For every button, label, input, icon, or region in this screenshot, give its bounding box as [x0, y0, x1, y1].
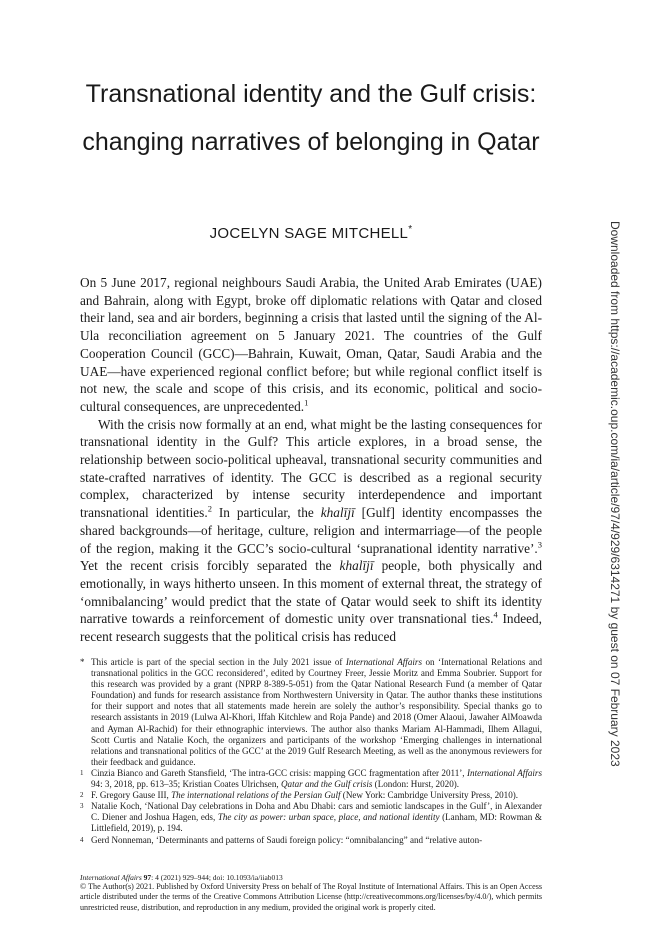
- footnote-mark: 4: [80, 835, 84, 844]
- khaliji-term-2: khalījī: [339, 558, 374, 574]
- paragraph-2-text-e: people, both physically and emotionally, in ways hitherto unseen. In this moment of external threat, the strategy of ‘omnibalancing’ would predict that the state of Qatar would seek to shift its identity narrative towards a reinforcement of domestic unity over transnational ties.: [80, 558, 542, 627]
- title-line-1: Transnational identity and the Gulf crisis:: [85, 80, 537, 108]
- footnote-mark: *: [80, 657, 85, 667]
- footnote-italic: International Affairs: [345, 657, 422, 667]
- footnote-italic: Qatar and the Gulf crisis: [280, 779, 373, 790]
- footnote-ref-2[interactable]: 2: [207, 503, 212, 514]
- footnote-text: 94: 3, 2018, pp. 613–35; Kristian Coates Ulrichsen,: [91, 779, 281, 790]
- footnote-text: on ‘International Relations and transnational politics in the GCC reconsidered’, edited by Courtney Freer, Jessie Moritz and Emma Soubrier. Support for this research was provided by a grant (NPRP 8-389-5-051) from the Qatar National Research Fund (a member of Qatar Foundation) and funds for research assistance from Northwestern University in Qatar. The author thanks these institutions for their support and notes that all statements made herein are solely the author’s responsibility. Special thanks go to research assistants in 2019 (Lulwa Al-Khori, Iffah Kitchlew and Roja Pande) and 2018 (Omer Alaoui, Jawaher AlMoawda and Ayman Al-Rachid) for their ethnographic interviews. The author also thanks Mariam Al-Hammadi, Ilhem Allagui, Scott Curtis and Natalie Koch, the organizers and participants of the workshop ‘Emerging challenges in international relations and transnational politics of the GCC’ at the 2019 Gulf Research Meeting, as well as the anonymous reviewers for their feedback and guidance.: [91, 657, 542, 767]
- footnote-text: (London: Hurst, 2020).: [372, 779, 460, 790]
- paragraph-2-text-b: In particular, the: [211, 505, 321, 521]
- journal-volume: 97: [141, 873, 152, 882]
- footnote-text: F. Gregory Gause III,: [91, 790, 172, 801]
- paragraph-2: [80, 416, 542, 646]
- author-footnote-mark[interactable]: *: [408, 224, 413, 235]
- footnote-text: Cinzia Bianco and Gareth Stansfield, ‘The intra-GCC crisis: mapping GCC fragmentation after 2011’,: [91, 767, 467, 778]
- footnote-text: (New York: Cambridge University Press, 2010).: [340, 790, 519, 801]
- footnote-1: [80, 768, 542, 790]
- author-name: JOCELYN SAGE MITCHELL: [209, 225, 409, 242]
- footnote-mark: 1: [80, 768, 84, 777]
- footnote-ref-3[interactable]: 3: [537, 539, 542, 550]
- journal-issue-doi: : 4 (2021) 929–944; doi: 10.1093/ia/iiab013: [151, 873, 283, 882]
- article-title: [60, 70, 562, 166]
- paragraph-2-text-a: With the crisis now formally at an end, what might be the lasting consequences for transnational identity in the Gulf? This article explores, in a broad sense, the relationship between socio-political upheaval, transnational security communities and state-crafted narratives of identity. The GCC is described as a regional security complex, characterized by intense security interdependence and important transnational identities.: [80, 416, 542, 521]
- paragraph-1: [80, 274, 542, 416]
- footnote-italic: International Affairs: [467, 767, 542, 778]
- author-byline: [80, 224, 542, 242]
- footnote-star: [80, 657, 542, 768]
- footnote-4: [80, 835, 542, 846]
- paragraph-2-text-d: Yet the recent crisis forcibly separated the: [80, 558, 340, 574]
- footnote-3: [80, 801, 542, 834]
- paragraph-2-text-c: [Gulf] identity encompasses the shared backgrounds—of heritage, culture, religion and intermarriage—of the people of the region, making it the GCC’s socio-cultural ‘supranational identity narrative’.: [80, 505, 542, 556]
- footnote-mark: 3: [80, 802, 84, 811]
- journal-name: International Affairs: [80, 873, 142, 882]
- footnotes: [80, 657, 542, 846]
- footnote-ref-1[interactable]: 1: [304, 397, 309, 408]
- footnote-ref-4[interactable]: 4: [493, 609, 498, 620]
- footnote-text: Gerd Nonneman, ‘Determinants and patterns of Saudi foreign policy: “omnibalancing” and “relative auton-: [91, 834, 483, 845]
- khaliji-term: khalījī: [320, 505, 355, 521]
- footnote-text: This article is part of the special section in the July 2021 issue of: [91, 657, 346, 667]
- paragraph-2-text-f: Indeed, recent research suggests that the political crisis has reduced: [80, 611, 542, 645]
- footnote-2: [80, 790, 542, 801]
- footnote-italic: The international relations of the Persian Gulf: [171, 790, 341, 801]
- footnote-italic: The city as power: urban space, place, and national identity: [217, 812, 440, 823]
- footnote-text: (Lanham, MD: Rowman & Littlefield, 2019), p. 194.: [91, 812, 542, 834]
- paragraph-1-text: On 5 June 2017, regional neighbours Saudi Arabia, the United Arab Emirates (UAE) and Bahrain, along with Egypt, broke off diplomatic relations with Qatar and closed their land, sea and air borders, beginning a crisis that lasted until the signing of the Al-Ula reconciliation agreement on 5 January 2021. The countries of the Gulf Cooperation Council (GCC)—Bahrain, Kuwait, Oman, Qatar, Saudi Arabia and the UAE—have experienced regional conflict before; but while regional conflict itself is not new, the scale and scope of this crisis, and its economic, political and socio-cultural consequences, are unprecedented.: [80, 275, 542, 414]
- download-watermark: Downloaded from https://academic.oup.com/ia/article/97/4/929/6314271 by guest on 07 February 2023: [608, 221, 622, 767]
- footnote-mark: 2: [80, 791, 84, 800]
- title-line-2: changing narratives of belonging in Qatar: [82, 128, 540, 156]
- article-body: [80, 274, 542, 646]
- copyright-notice: © The Author(s) 2021. Published by Oxford University Press on behalf of The Royal Institute of International Affairs. This is an Open Access article distributed under the terms of the Creative Commons Attribution License (http://creativecommons.org/licenses/by/4.0/), which permits unrestricted reuse, distribution, and reproduction in any medium, provided the original work is properly cited.: [80, 882, 542, 912]
- footnote-text: Natalie Koch, ‘National Day celebrations in Doha and Abu Dhabi: cars and semiotic landscapes in the Gulf’, in Alexander C. Diener and Joshua Hagen, eds,: [91, 801, 542, 823]
